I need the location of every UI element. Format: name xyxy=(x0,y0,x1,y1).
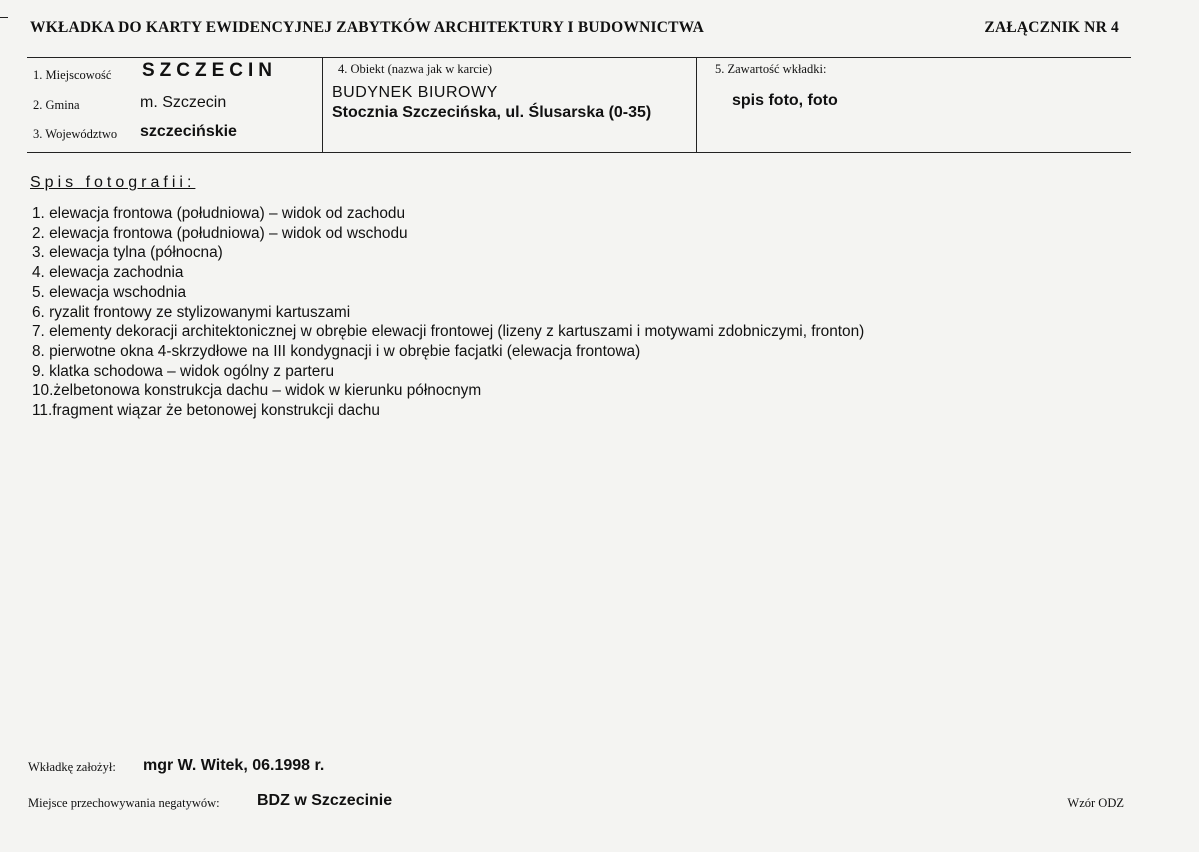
column-divider xyxy=(322,58,323,152)
corner-mark xyxy=(0,17,8,18)
list-item: 1. elewacja frontowa (południowa) – widok od zachodu xyxy=(32,205,406,222)
list-item: 11.fragment wiązar że betonowej konstrukcji dachu xyxy=(32,402,380,420)
list-item: 8. pierwotne okna 4-skrzydłowe na III kondygnacji i w obrębie facjatki (elewacja frontowa) xyxy=(32,342,641,360)
list-item: 7. elementy dekoracji architektonicznej w obrębie elewacji frontowej (lizeny z kartuszami i motywami zdobniczymi, fronton) xyxy=(32,323,865,341)
obiekt-label: 4. Obiekt (nazwa jak w karcie) xyxy=(338,62,493,76)
column-divider xyxy=(696,58,697,152)
author-label: Wkładkę założył: xyxy=(28,760,116,774)
wojewodztwo-label: 3. Województwo xyxy=(33,127,118,141)
list-item: 10.żelbetonowa konstrukcja dachu – widok w kierunku północnym xyxy=(32,382,482,400)
obiekt-address: Stocznia Szczecińska, ul. Ślusarska (0-35) xyxy=(332,104,652,121)
gmina-value: m. Szczecin xyxy=(140,94,227,111)
document-title: WKŁADKA DO KARTY EWIDENCYJNEJ ZABYTKÓW ARCHITEKTURY I BUDOWNICTWA xyxy=(30,19,705,36)
list-item: 9. klatka schodowa – widok ogólny z parteru xyxy=(32,362,335,380)
wojewodztwo-value: szczecińskie xyxy=(140,123,237,140)
list-item: 3. elewacja tylna (północna) xyxy=(32,244,223,262)
obiekt-name: BUDYNEK BIUROWY xyxy=(332,84,498,101)
zawartosc-value: spis foto, foto xyxy=(732,92,838,109)
zawartosc-label: 5. Zawartość wkładki: xyxy=(715,62,827,76)
photo-list xyxy=(32,204,864,421)
miejscowosc-label: 1. Miejscowość xyxy=(33,68,112,82)
list-item: 6. ryzalit frontowy ze stylizowanymi kartuszami xyxy=(32,303,351,321)
storage-value: BDZ w Szczecinie xyxy=(257,792,393,809)
gmina-label: 2. Gmina xyxy=(33,98,80,112)
template-label: Wzór ODZ xyxy=(1067,796,1124,810)
author-value: mgr W. Witek, 06.1998 r. xyxy=(143,757,325,774)
annex-label: ZAŁĄCZNIK NR 4 xyxy=(984,19,1119,36)
photo-list-heading: Spis fotografii: xyxy=(30,174,196,191)
list-item: 2. elewacja frontowa (południowa) – widok od wschodu xyxy=(32,224,408,242)
info-box xyxy=(27,57,1131,153)
list-item: 5. elewacja wschodnia xyxy=(32,283,187,301)
miejscowosc-value: SZCZECIN xyxy=(142,60,277,81)
storage-label: Miejsce przechowywania negatywów: xyxy=(28,796,220,810)
list-item: 4. elewacja zachodnia xyxy=(32,264,184,282)
